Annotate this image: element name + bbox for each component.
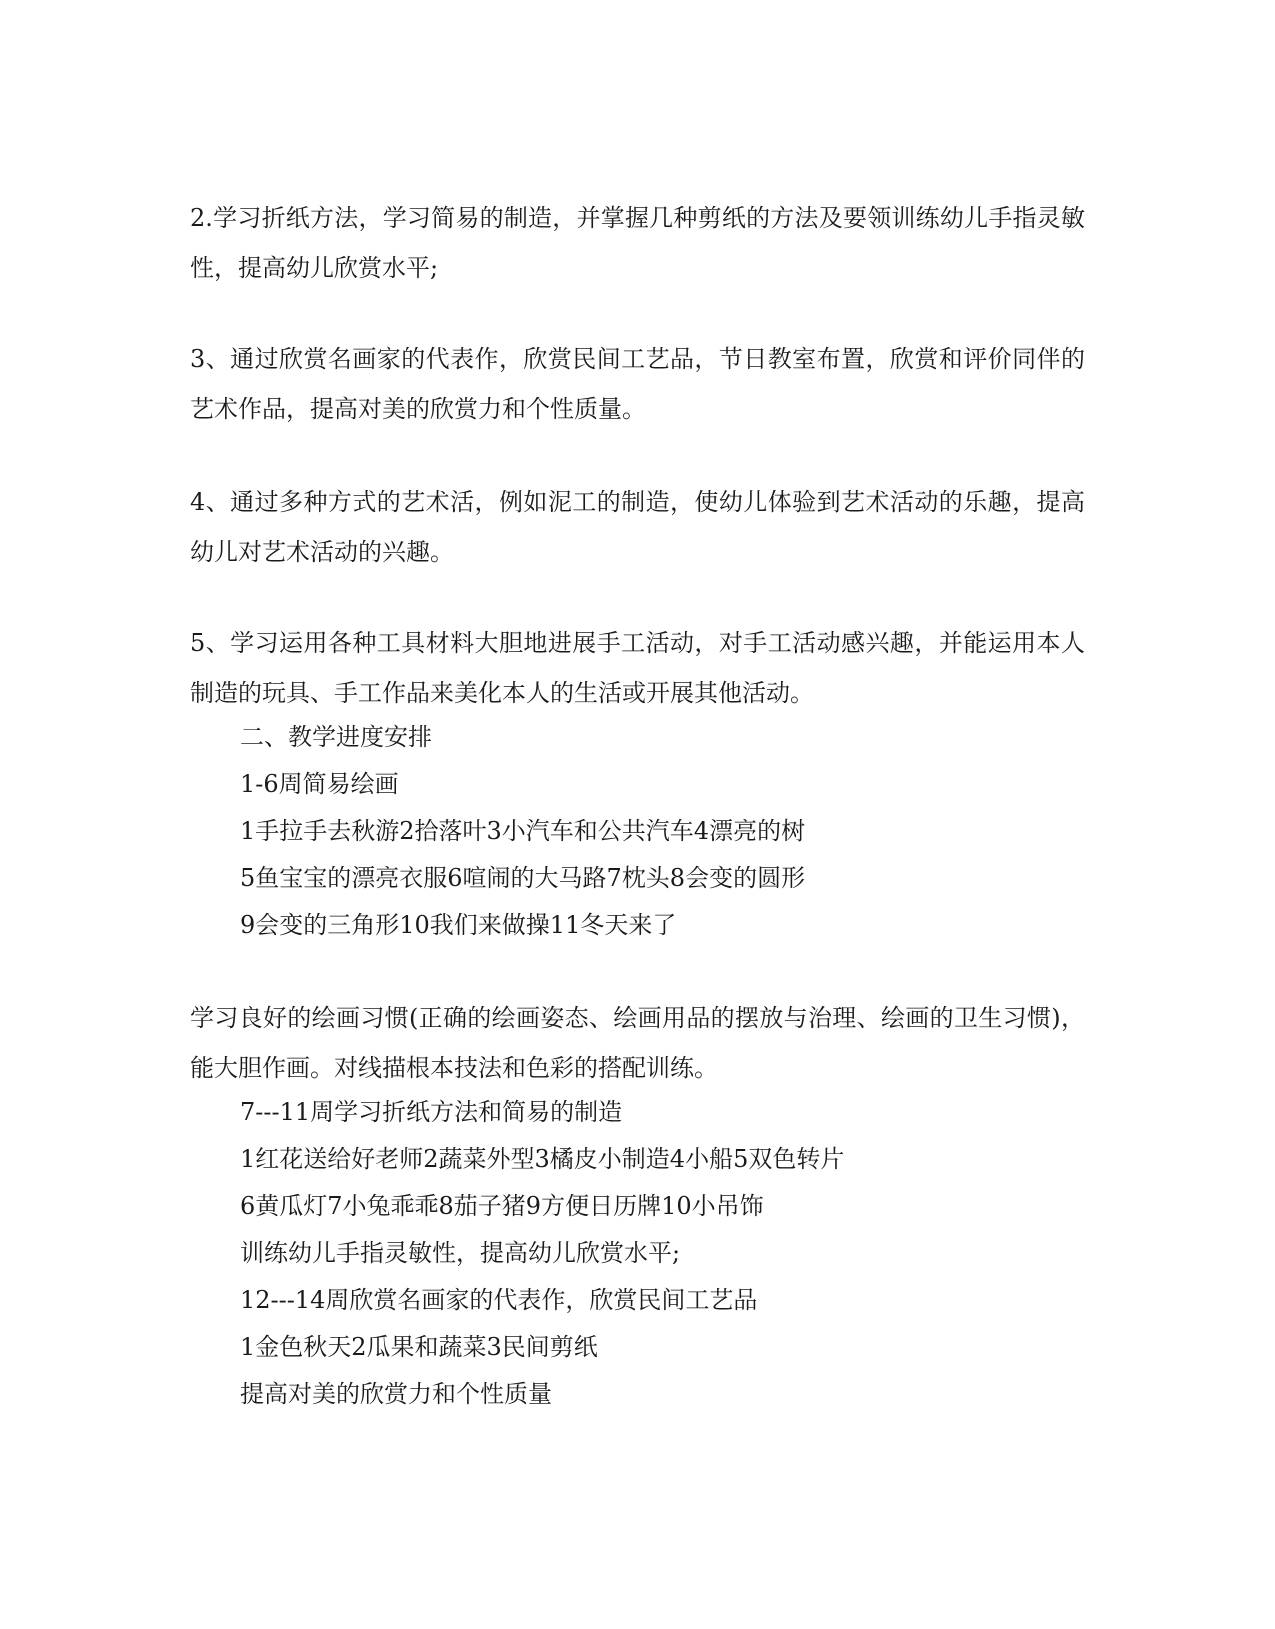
schedule-line: 7---11周学习折纸方法和简易的制造 [240,1098,623,1126]
schedule-line: 1金色秋天2瓜果和蔬菜3民间剪纸 [240,1333,598,1361]
schedule-line: 9会变的三角形10我们来做操11冬天来了 [240,911,677,939]
objective-paragraph-3: 3、通过欣赏名画家的代表作，欣赏民间工艺品，节日教室布置，欣赏和评价同伴的艺术作品，提高对美的欣赏力和个性质量。 [190,345,1085,423]
schedule-line: 1-6周简易绘画 [240,770,399,798]
objective-paragraph-4: 4、通过多种方式的艺术活，例如泥工的制造，使幼儿体验到艺术活动的乐趣，提高幼儿对艺术活动的兴趣。 [190,488,1085,566]
schedule-line: 12---14周欣赏名画家的代表作，欣赏民间工艺品 [240,1286,758,1314]
schedule-line: 6黄瓜灯7小兔乖乖8茄子猪9方便日历牌10小吊饰 [240,1192,764,1220]
section-heading: 二、教学进度安排 [240,723,432,751]
objective-paragraph-5: 5、学习运用各种工具材料大胆地进展手工活动，对手工活动感兴趣，并能运用本人制造的玩具、手工作品来美化本人的生活或开展其他活动。 [190,629,1085,707]
habit-paragraph: 学习良好的绘画习惯(正确的绘画姿态、绘画用品的摆放与治理、绘画的卫生习惯)，能大胆作画。对线描根本技法和色彩的搭配训练。 [190,1004,1085,1082]
schedule-line: 1红花送给好老师2蔬菜外型3橘皮小制造4小船5双色转片 [240,1145,845,1173]
objective-paragraph-2: 2.学习折纸方法，学习简易的制造，并掌握几种剪纸的方法及要领训练幼儿手指灵敏性，提高幼儿欣赏水平; [190,204,1085,282]
schedule-line: 提高对美的欣赏力和个性质量 [240,1380,552,1408]
schedule-line: 1手拉手去秋游2拾落叶3小汽车和公共汽车4漂亮的树 [240,817,806,845]
schedule-line: 5鱼宝宝的漂亮衣服6喧闹的大马路7枕头8会变的圆形 [240,864,806,892]
schedule-line: 训练幼儿手指灵敏性，提高幼儿欣赏水平; [240,1239,681,1267]
